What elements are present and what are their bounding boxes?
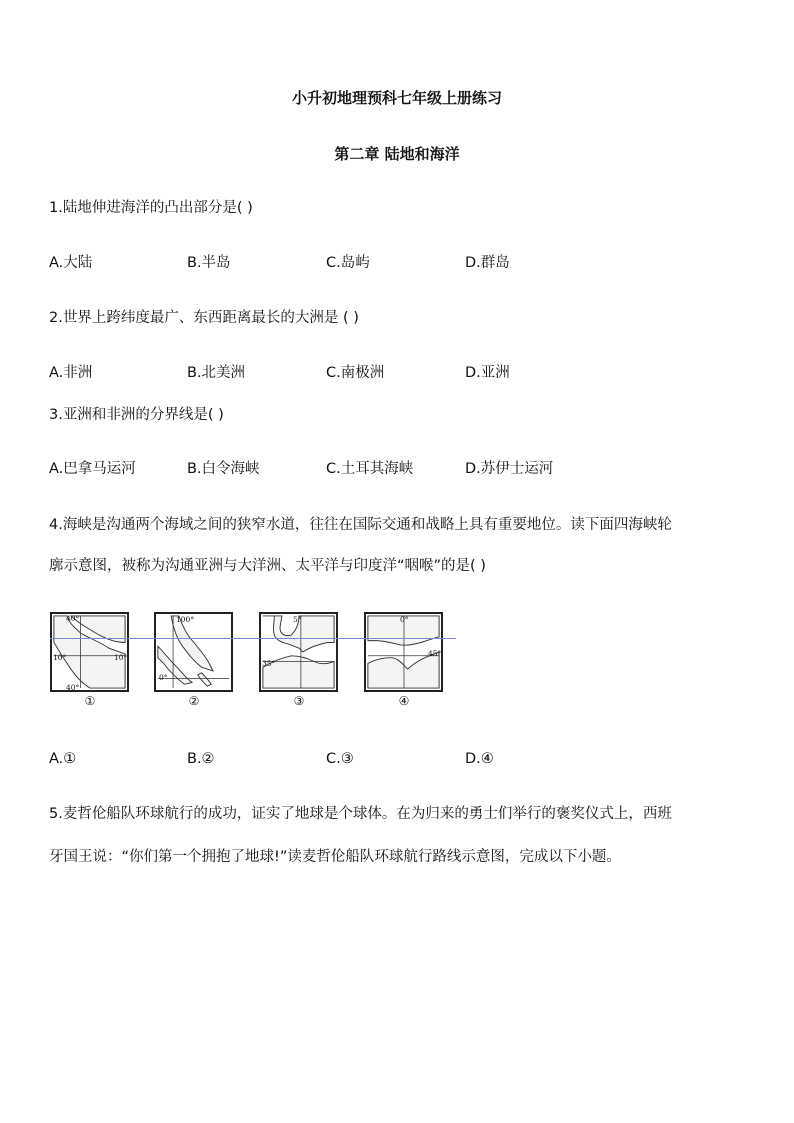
scan-line xyxy=(50,638,456,639)
question-stem: 1.陆地伸进海洋的凸出部分是( ) xyxy=(49,200,253,216)
option-b: B.白令海峡 xyxy=(187,461,260,477)
question-stem: 3.亚洲和非洲的分界线是( ) xyxy=(49,407,224,423)
option-c: C.土耳其海峡 xyxy=(326,461,414,477)
option-a: A.巴拿马运河 xyxy=(49,461,136,477)
strait-map-1 xyxy=(50,612,129,692)
map-number: ① xyxy=(84,694,96,708)
strait-map-3-outline xyxy=(261,614,336,690)
map-label: 0° xyxy=(159,673,168,682)
option-d: D.④ xyxy=(465,751,494,767)
option-b: B.② xyxy=(187,751,215,767)
question-stem-line-1: 5.麦哲伦船队环球航行的成功，证实了地球是个球体。在为归来的勇士们举行的褒奖仪式上，西班 xyxy=(49,806,672,822)
question-stem-line-2: 廓示意图，被称为沟通亚洲与大洋洲、太平洋与印度洋“咽喉”的是( ) xyxy=(49,558,486,574)
map-label: 5° xyxy=(293,615,302,624)
chapter-heading: 第二章 陆地和海洋 xyxy=(334,145,460,163)
option-b: B.半岛 xyxy=(187,255,231,271)
question-stem-line-1: 4.海峡是沟通两个海域之间的狭窄水道，往往在国际交通和战略上具有重要地位。读下面四海峡轮 xyxy=(49,517,672,533)
option-d: D.亚洲 xyxy=(465,365,510,381)
map-label: 100° xyxy=(176,615,195,624)
option-d: D.群岛 xyxy=(465,255,510,271)
strait-map-2 xyxy=(154,612,233,692)
map-number: ③ xyxy=(293,694,305,708)
option-b: B.北美洲 xyxy=(187,365,246,381)
option-a: A.① xyxy=(49,751,77,767)
map-number: ④ xyxy=(398,694,410,708)
strait-map-1-outline xyxy=(52,614,127,690)
map-label: 35° xyxy=(262,659,276,668)
question-stem-line-2: 牙国王说：“你们第一个拥抱了地球!”读麦哲伦船队环球航行路线示意图，完成以下小题。 xyxy=(49,849,621,865)
option-c: C.南极洲 xyxy=(326,365,385,381)
strait-map-3 xyxy=(259,612,338,692)
option-c: C.③ xyxy=(326,751,354,767)
option-c: C.岛屿 xyxy=(326,255,370,271)
option-a: A.非洲 xyxy=(49,365,93,381)
map-number: ② xyxy=(188,694,200,708)
question-stem: 2.世界上跨纬度最广、东西距离最长的大洲是 ( ) xyxy=(49,310,359,326)
strait-outline-figure xyxy=(50,608,456,712)
strait-map-4 xyxy=(364,612,443,692)
map-label: 40° xyxy=(66,683,80,692)
map-label: 45° xyxy=(428,649,442,658)
map-label: 10° xyxy=(114,653,128,662)
option-d: D.苏伊士运河 xyxy=(465,461,554,477)
map-label: 10° xyxy=(53,653,67,662)
map-label: 40° xyxy=(66,614,80,623)
map-label: 0° xyxy=(400,615,409,624)
option-a: A.大陆 xyxy=(49,255,93,271)
page-title: 小升初地理预科七年级上册练习 xyxy=(291,89,502,107)
